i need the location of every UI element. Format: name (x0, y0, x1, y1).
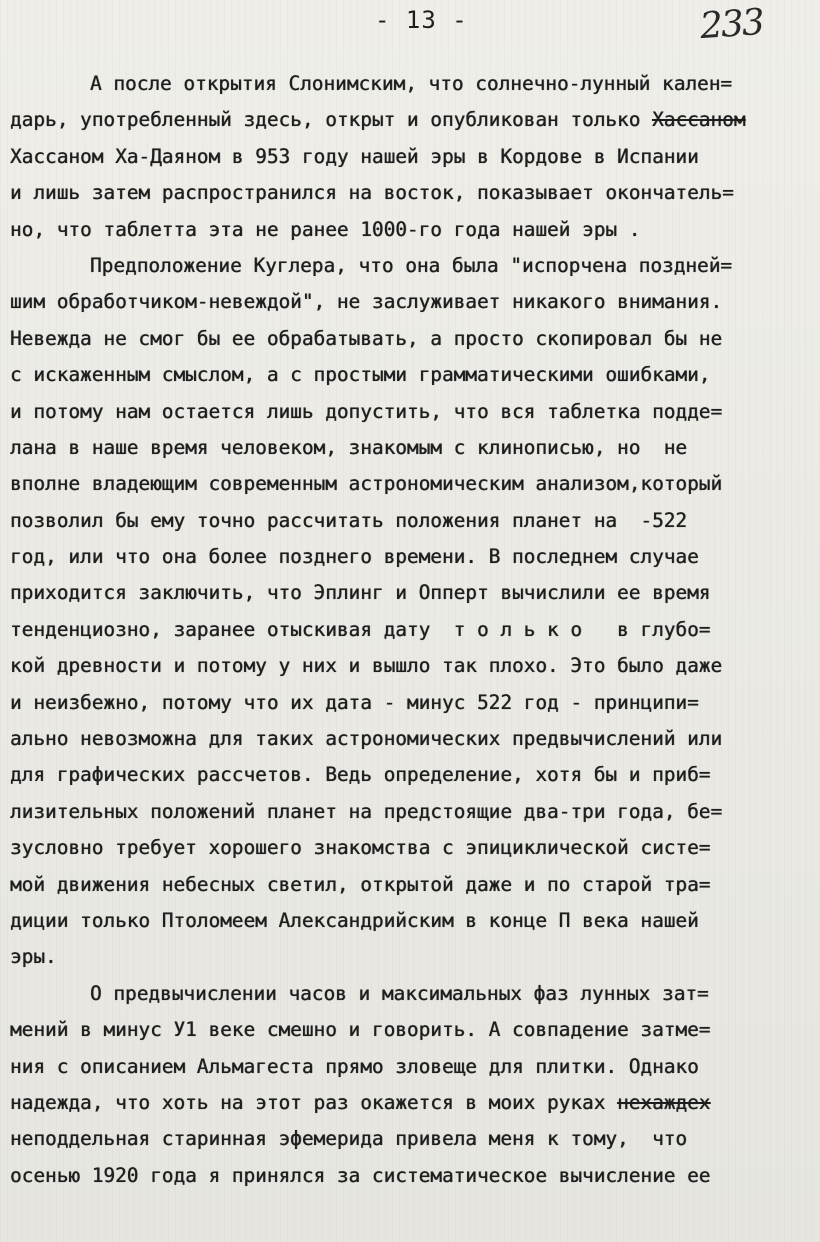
line-text: лана в наше время человеком, знакомым с клинописью, но не (10, 435, 688, 459)
line-text: ния с описанием Альмагеста прямо зловеще для плитки. Однако (10, 1054, 699, 1078)
text-line (10, 757, 815, 793)
text-line (10, 394, 815, 430)
text-line (10, 685, 815, 721)
line-text: и потому нам остается лишь допустить, что вся таблетка подде= (10, 399, 723, 423)
line-text: мений в минус У1 веке смешно и говорить. А совпадение затме= (10, 1018, 711, 1042)
text-line (10, 503, 815, 539)
line-text: шим обработчиком-невеждой", не заслуживает никакого внимания. (10, 290, 723, 314)
text-line (10, 102, 815, 138)
text-line (10, 939, 815, 975)
archive-page-number: 233 (698, 1, 765, 48)
text-line (10, 976, 815, 1012)
text-line (10, 721, 815, 757)
text-line (10, 139, 815, 175)
text-line (10, 830, 815, 866)
line-text: позволил бы ему точно рассчитать положения планет на -522 (10, 508, 688, 532)
text-line (10, 612, 815, 648)
line-text: О предвычислении часов и максимальных фаз лунных зат= (90, 981, 709, 1005)
line-text: мой движения небесных светил, открытой даже и по старой тра= (10, 872, 711, 896)
line-text: А после открытия Слонимским, что солнечно-лунный кален= (90, 72, 733, 95)
struck-out-word: Хассаном (652, 108, 746, 132)
line-text: дарь, употребленный здесь, открыт и опубликован только (10, 108, 641, 132)
line-text: год, или что она более позднего времени. В последнем случае (10, 545, 699, 569)
page-number: - 13 - (375, 6, 468, 34)
typewritten-body (10, 66, 815, 1194)
line-text: приходится заключить, что Эплинг и Опперт вычислили ее время (10, 581, 711, 605)
text-line (10, 466, 815, 502)
line-text: Невежда не смог бы ее обрабатывать, а просто скопировал бы не (10, 326, 723, 350)
text-line (10, 539, 815, 575)
line-text: но, что таблетта эта не ранее 1000-го года нашей эры . (10, 217, 641, 241)
line-text: для графических рассчетов. Ведь определение, хотя бы и приб= (10, 763, 711, 787)
line-text: и лишь затем распространился на восток, показывает окончатель= (10, 181, 734, 205)
text-line (10, 321, 815, 357)
line-text: вполне владеющим современным астрономическим анализом,который (10, 472, 723, 496)
line-text: лизительных положений планет на предстоящие два-три года, бе= (10, 799, 723, 823)
text-line (10, 248, 815, 284)
text-line (10, 1012, 815, 1048)
line-text: эры. (10, 945, 57, 969)
line-text: Предположение Куглера, что она была "испорчена поздней= (90, 253, 733, 277)
text-line (10, 284, 815, 320)
line-text: с искаженным смыслом, а с простыми грамматическими ошибками, (10, 363, 711, 387)
struck-out-word: нехаждех (617, 1090, 711, 1114)
text-line (10, 1085, 815, 1121)
text-line (10, 1049, 815, 1085)
line-text: надежда, что хоть на этот раз окажется в моих руках (10, 1090, 606, 1114)
text-line (10, 867, 815, 903)
text-line (10, 575, 815, 611)
text-line (10, 1121, 815, 1157)
line-text: ально невозможна для таких астрономических предвычислений или (10, 727, 723, 751)
text-line (10, 66, 815, 102)
line-text: тенденциозно, заранее отыскивая дату т о л ь к о в глубо= (10, 617, 711, 641)
line-text: и неизбежно, потому что их дата - минус 522 год - принципи= (10, 690, 699, 714)
text-line (10, 175, 815, 211)
text-line (10, 903, 815, 939)
line-text: неподдельная старинная эфемерида привела меня к тому, что (10, 1127, 688, 1151)
text-line (10, 794, 815, 830)
page-header (0, 1, 820, 48)
line-text: кой древности и потому у них и вышло так плохо. Это было даже (10, 654, 723, 678)
text-line (10, 1158, 815, 1194)
text-line (10, 648, 815, 684)
line-text: диции только Птоломеем Александрийским в конце П века нашей (10, 908, 699, 932)
line-text: осенью 1920 года я принялся за систематическое вычисление ее (10, 1163, 711, 1187)
text-line (10, 212, 815, 248)
text-line (10, 430, 815, 466)
line-text: зусловно требует хорошего знакомства с эпициклической систе= (10, 836, 711, 860)
line-text: Хассаном Ха-Даяном в 953 году нашей эры в Кордове в Испании (10, 144, 699, 168)
text-line (10, 357, 815, 393)
